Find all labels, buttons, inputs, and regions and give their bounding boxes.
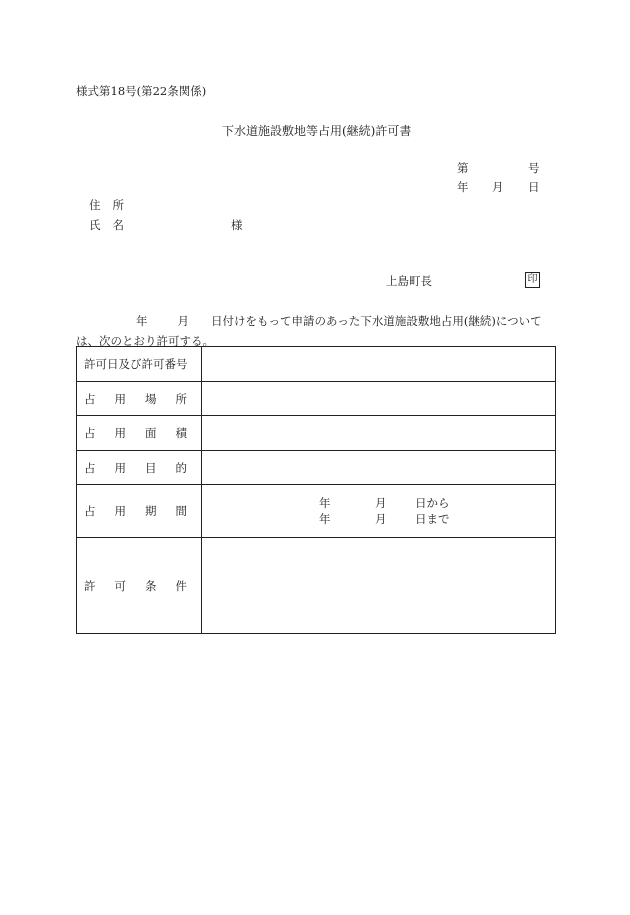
row-label-period: 占 用 期 間 — [77, 485, 202, 538]
table-row — [77, 416, 556, 451]
form-number: 様式第18号(第22条関係) — [76, 84, 207, 98]
period-to-year: 年 — [319, 512, 331, 526]
issue-date-month: 月 — [492, 180, 504, 194]
seal-stamp: 印 — [525, 272, 540, 288]
issue-date-day: 日 — [528, 180, 540, 194]
period-from-day: 日から — [415, 496, 450, 510]
table-row — [77, 347, 556, 382]
statement-month: 月 — [177, 314, 189, 328]
period-from-month: 月 — [375, 496, 387, 510]
address-label: 住所 — [89, 198, 136, 212]
name-label: 氏名 — [89, 218, 136, 232]
period-from-year: 年 — [319, 496, 331, 510]
row-label-location: 占 用 場 所 — [77, 382, 202, 416]
period-to-day: 日まで — [415, 512, 450, 526]
row-value-purpose — [202, 451, 556, 485]
row-value-permit-date-number — [202, 347, 556, 382]
permit-details-table — [76, 346, 556, 634]
period-to — [319, 511, 555, 527]
issuer-title: 上島町長 — [386, 274, 432, 288]
table-row — [77, 485, 556, 538]
period-to-month: 月 — [375, 512, 387, 526]
row-value-conditions — [202, 538, 556, 634]
table-row — [77, 382, 556, 416]
statement-text: 日付けをもって申請のあった下水道施設敷地占用(継続)については、次のとおり許可する。 — [76, 314, 542, 348]
permit-statement — [76, 311, 560, 351]
table-row — [77, 538, 556, 634]
row-value-area — [202, 416, 556, 451]
row-label-conditions: 許 可 条 件 — [77, 538, 202, 634]
row-label-area: 占 用 面 積 — [77, 416, 202, 451]
period-from — [319, 495, 555, 511]
permit-number-suffix: 号 — [528, 161, 540, 175]
row-label-permit-date-number: 許可日及び許可番号 — [77, 347, 202, 382]
row-label-purpose: 占 用 目 的 — [77, 451, 202, 485]
row-value-period — [202, 485, 556, 538]
permit-number-label: 第 — [457, 161, 469, 175]
table-row — [77, 451, 556, 485]
honorific: 様 — [231, 218, 243, 232]
row-value-location — [202, 382, 556, 416]
statement-year: 年 — [136, 314, 148, 328]
document-title: 下水道施設敷地等占用(継続)許可書 — [222, 124, 412, 138]
issue-date-year: 年 — [457, 180, 469, 194]
